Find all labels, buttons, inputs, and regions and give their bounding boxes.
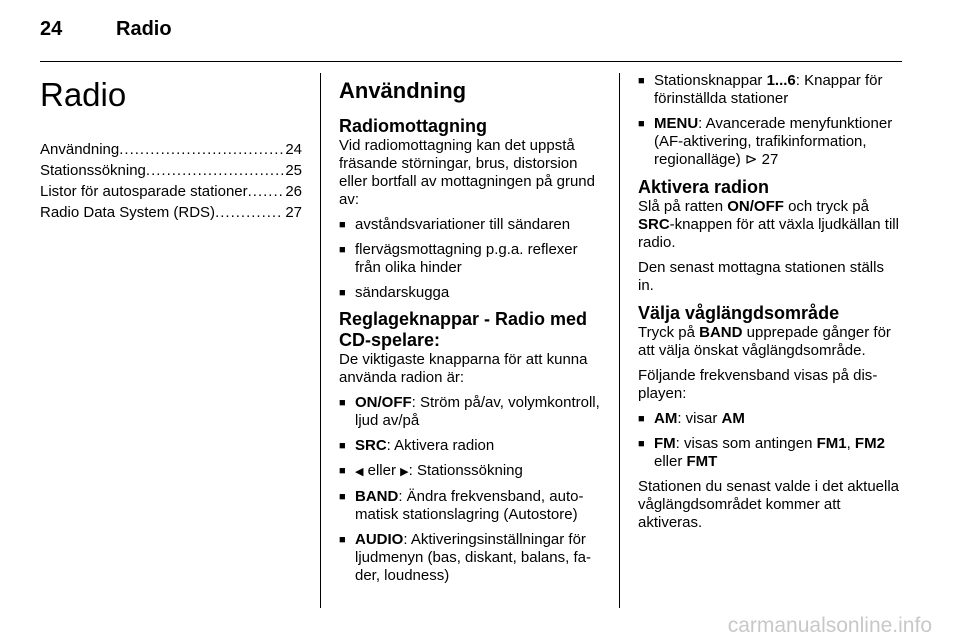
list-item: ■ BAND: Ändra frekvensband, automatisk stationslagring (Autostore) [339,488,604,524]
table-of-contents [40,139,302,223]
header-rule [40,61,902,62]
toc-label: Radio Data System (RDS) [40,204,216,221]
button-list [339,394,604,585]
paragraph: Följande frekvensband visas på displayen: [638,367,878,402]
key-label: ON/OFF [355,394,412,411]
band-list [638,410,903,471]
toc-leader [248,181,284,202]
toc-label: Användning [40,141,120,158]
toc-leader [146,160,283,181]
toc-entry[interactable] [40,181,302,202]
list-item: ■ FM: visas som antingen FM1, FM2 eller FMT [638,435,903,471]
section-heading: Användning [339,78,467,103]
key-label: AUDIO [355,531,404,548]
toc-entry[interactable] [40,202,302,223]
paragraph: Den senast mottagna stationen ställs in. [638,259,884,294]
toc-leader [119,139,283,160]
toc-column [40,72,302,223]
chapter-title: Radio [40,76,127,113]
page-reference-icon: ⊳ [744,151,758,168]
paragraph: Stationen du senast valde i det aktuella våglängdsområdet kommer att aktiveras. [638,478,900,531]
toc-page: 26 [285,183,302,200]
arrow-right-icon: ▶ [400,466,409,478]
list-item: ■ avståndsvariationer till sändaren [339,216,604,234]
toc-page: 24 [285,141,302,158]
toc-label: Listor för autosparade stationer [40,183,248,200]
column-divider-1 [320,73,321,608]
list-item: ■ AM: visar AM [638,410,903,428]
page-number: 24 [40,18,63,40]
key-label: 1...6 [766,72,796,89]
toc-leader [215,202,283,223]
paragraph: Tryck på BAND upprepade gånger för att välja önskat våglängdsområde. [638,324,891,359]
paragraph: De viktigaste knapparna för att kunna använda radion är: [339,351,588,386]
list-item: ■ sändarskugga [339,284,604,302]
paragraph: Vid radiomottagning kan det uppstå fräsande störningar, brus, distorsion eller bortfall av mottagningen på grund av: [339,137,595,208]
column-divider-2 [619,73,620,608]
key-label: SRC [355,437,387,454]
subheading-aktivera-radion: Aktivera radion [638,177,770,197]
toc-entry[interactable] [40,139,302,160]
list-item: ■ ◀ eller ▶: Stationssökning [339,462,604,481]
toc-page: 25 [285,162,302,179]
page-header [40,18,172,41]
cause-list [339,216,604,302]
list-item: ■ SRC: Aktivera radion [339,437,604,455]
list-item: ■ flervägsmottagning p.g.a. reflexer från olika hinder [339,241,604,277]
arrow-left-icon: ◀ [355,466,364,478]
key-label: MENU [654,115,699,132]
paragraph: Slå på ratten ON/OFF och tryck på SRC-knappen för att växla ljudkällan till radio. [638,198,899,251]
toc-label: Stationssökning [40,162,146,179]
page-reference[interactable]: 27 [757,151,779,168]
toc-entry[interactable] [40,160,302,181]
subheading-radiomottagning: Radiomottagning [339,116,487,136]
section-title: Radio [116,18,172,40]
subheading-valja-vaglangdsomrade: Välja våglängdsområde [638,303,840,323]
button-list-continued [638,72,903,169]
key-label: BAND [355,488,399,505]
content-column-3 [638,72,903,539]
content-column-2 [339,72,604,592]
toc-page: 27 [285,204,302,221]
list-item: ■ ON/OFF: Ström på/av, volymkontroll, ljud av/på [339,394,604,430]
list-item: ■ AUDIO: Aktiveringsinställningar för ljudmenyn (bas, diskant, balans, fader, loudness) [339,531,604,585]
list-item: ■ Stationsknappar 1...6: Knappar för förinställda stationer [638,72,903,108]
subheading-reglageknappar: Reglageknappar - Radio med CD-spelare: [339,309,588,350]
list-item: ■ MENU: Avancerade menyfunktioner (AF-aktivering, trafikinformation, regionalläge) ⊳ 27 [638,115,903,169]
watermark: carmanualsonline.info [727,614,932,637]
